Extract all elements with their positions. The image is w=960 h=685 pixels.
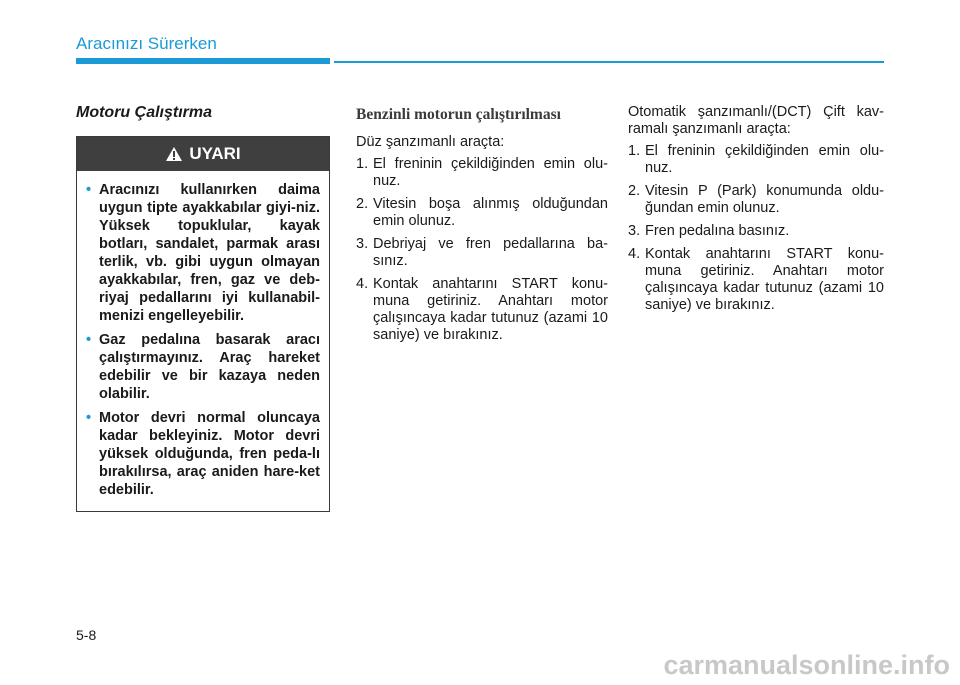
- auto-intro: Otomatik şanzımanlı/(DCT) Çift kav-ramalı şanzımanlı araçta:: [628, 104, 884, 137]
- warning-body: [77, 171, 329, 511]
- warning-item: • Motor devri normal oluncaya kadar bekleyiniz. Motor devri yüksek olduğunda, fren peda-lı bırakılırsa, araç aniden hare-ket edebilir.: [86, 410, 320, 498]
- step-item: 1. El freninin çekildiğinden emin olu-nuz.: [356, 156, 608, 189]
- step-item: 3. Fren pedalına basınız.: [628, 223, 790, 239]
- header-rule-thin: [334, 61, 884, 63]
- warning-box: [76, 136, 330, 512]
- auto-steps: [628, 143, 884, 314]
- warning-label: UYARI: [189, 144, 241, 163]
- right-column: [628, 104, 884, 320]
- warning-item: • Gaz pedalına basarak aracı çalıştırmayınız. Araç hareket edebilir ve bir kazaya neden olabilir.: [86, 332, 320, 402]
- warning-item: • Aracınızı kullanırken daima uygun tipte ayakkabılar giyi-niz. Yüksek topuklular, kayak botları, sandalet, parmak arası terlik, vb. gibi uygun olmayan ayakkabılar, fren, gaz ve deb-riyaj pedallarını iyi kullanabil-menizi engelleyebilir.: [86, 182, 320, 324]
- header-rule-thick: [76, 58, 330, 64]
- step-item: 2. Vitesin P (Park) konumunda oldu-ğundan emin olunuz.: [628, 183, 884, 216]
- bullet-icon: •: [86, 410, 92, 426]
- watermark: carmanualsonline.info: [663, 650, 950, 680]
- middle-column: [356, 104, 608, 350]
- subsection-title: Benzinli motorun çalıştırılması: [356, 106, 561, 123]
- manual-steps: [356, 156, 608, 344]
- step-item: 3. Debriyaj ve fren pedallarına ba-sınız.: [356, 236, 608, 269]
- step-item: 4. Kontak anahtarını START konu-muna getiriniz. Anahtarı motor çalışıncaya kadar tutunuz (azami 10 saniye) ve bırakınız.: [356, 276, 608, 343]
- step-item: 1. El freninin çekildiğinden emin olu-nuz.: [628, 143, 884, 176]
- section-title: Motoru Çalıştırma: [76, 104, 213, 121]
- warning-triangle-icon: [165, 146, 183, 162]
- step-item: 4. Kontak anahtarını START konu-muna getiriniz. Anahtarı motor çalışıncaya kadar tutunuz (azami 10 saniye) ve bırakınız.: [628, 246, 884, 313]
- header-title: Aracınızı Sürerken: [76, 34, 217, 53]
- page-number: 5-8: [76, 627, 97, 643]
- bullet-icon: •: [86, 332, 92, 348]
- left-column: [76, 104, 330, 512]
- warning-header: [77, 137, 329, 171]
- bullet-icon: •: [86, 182, 92, 198]
- step-item: 2. Vitesin boşa alınmış olduğundan emin olunuz.: [356, 196, 608, 229]
- manual-intro: Düz şanzımanlı araçta:: [356, 134, 505, 150]
